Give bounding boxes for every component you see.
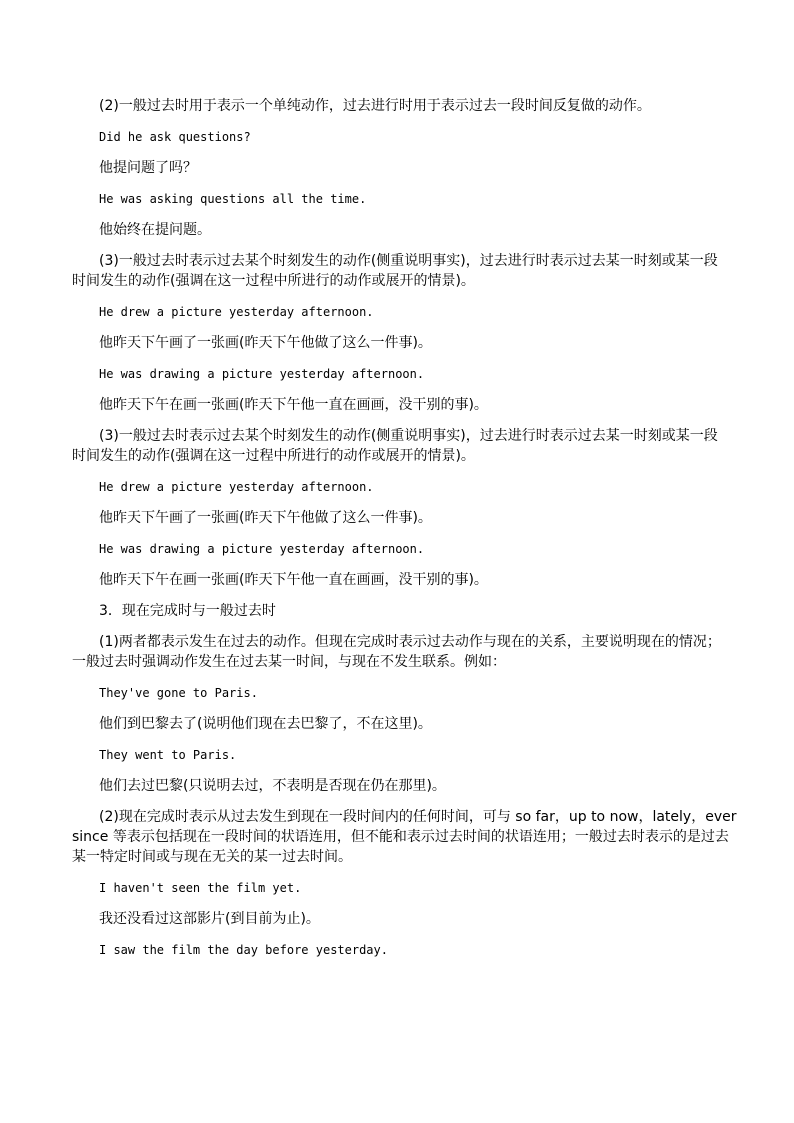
paragraph-past-simple-vs-continuous-3-repeat: (3)一般过去时表示过去某个时刻发生的动作(侧重说明事实)，过去进行时表示过去某一时刻或某一段 — [99, 428, 718, 444]
example-english: I haven't seen the film yet. — [99, 881, 302, 895]
example-english: He drew a picture yesterday afternoon. — [99, 305, 374, 319]
paragraph-past-simple-vs-continuous-2: (2)一般过去时用于表示一个单纯动作，过去进行时用于表示过去一段时间反复做的动作。 — [99, 98, 651, 114]
document-body — [72, 96, 737, 971]
paragraph-continuation: 时间发生的动作(强调在这一过程中所进行的动作或展开的情景)。 — [72, 273, 475, 289]
paragraph-continuation: since 等表示包括现在一段时间的状语连用，但不能和表示过去时间的状语连用；一般过去时表示的是过去 — [72, 829, 729, 845]
example-chinese: 他提问题了吗？ — [99, 160, 197, 176]
example-english: They've gone to Paris. — [99, 686, 258, 700]
example-english: He drew a picture yesterday afternoon. — [99, 480, 374, 494]
example-chinese: 他始终在提问题。 — [99, 222, 211, 238]
example-chinese: 他昨天下午在画一张画(昨天下午他一直在画画，没干别的事)。 — [99, 572, 488, 588]
example-chinese: 他昨天下午在画一张画(昨天下午他一直在画画，没干别的事)。 — [99, 397, 488, 413]
example-chinese: 他们到巴黎去了(说明他们现在去巴黎了，不在这里)。 — [99, 716, 432, 732]
example-chinese: 他昨天下午画了一张画(昨天下午他做了这么一件事)。 — [99, 510, 432, 526]
example-chinese: 我还没看过这部影片(到目前为止)。 — [99, 911, 320, 927]
paragraph-continuation: 某一特定时间或与现在无关的某一过去时间。 — [72, 849, 352, 865]
example-english: He was drawing a picture yesterday afternoon. — [99, 542, 425, 556]
paragraph-continuation: 时间发生的动作(强调在这一过程中所进行的动作或展开的情景)。 — [72, 448, 475, 464]
example-chinese: 他昨天下午画了一张画(昨天下午他做了这么一件事)。 — [99, 335, 432, 351]
section-heading-present-perfect-vs-past: 3．现在完成时与一般过去时 — [99, 603, 276, 619]
example-english: He was drawing a picture yesterday afternoon. — [99, 367, 425, 381]
paragraph-continuation: 一般过去时强调动作发生在过去某一时间，与现在不发生联系。例如： — [72, 654, 506, 670]
paragraph-present-perfect-1: (1)两者都表示发生在过去的动作。但现在完成时表示过去动作与现在的关系，主要说明现在的情况； — [99, 634, 721, 650]
example-english: I saw the film the day before yesterday. — [99, 943, 388, 957]
paragraph-past-simple-vs-continuous-3: (3)一般过去时表示过去某个时刻发生的动作(侧重说明事实)，过去进行时表示过去某一时刻或某一段 — [99, 253, 718, 269]
example-english: He was asking questions all the time. — [99, 192, 367, 206]
example-chinese: 他们去过巴黎(只说明去过，不表明是否现在仍在那里)。 — [99, 778, 446, 794]
example-english: They went to Paris. — [99, 748, 237, 762]
example-english: Did he ask questions? — [99, 130, 251, 144]
paragraph-present-perfect-2: (2)现在完成时表示从过去发生到现在一段时间内的任何时间，可与 so far，up to now，lately，ever — [99, 809, 737, 825]
